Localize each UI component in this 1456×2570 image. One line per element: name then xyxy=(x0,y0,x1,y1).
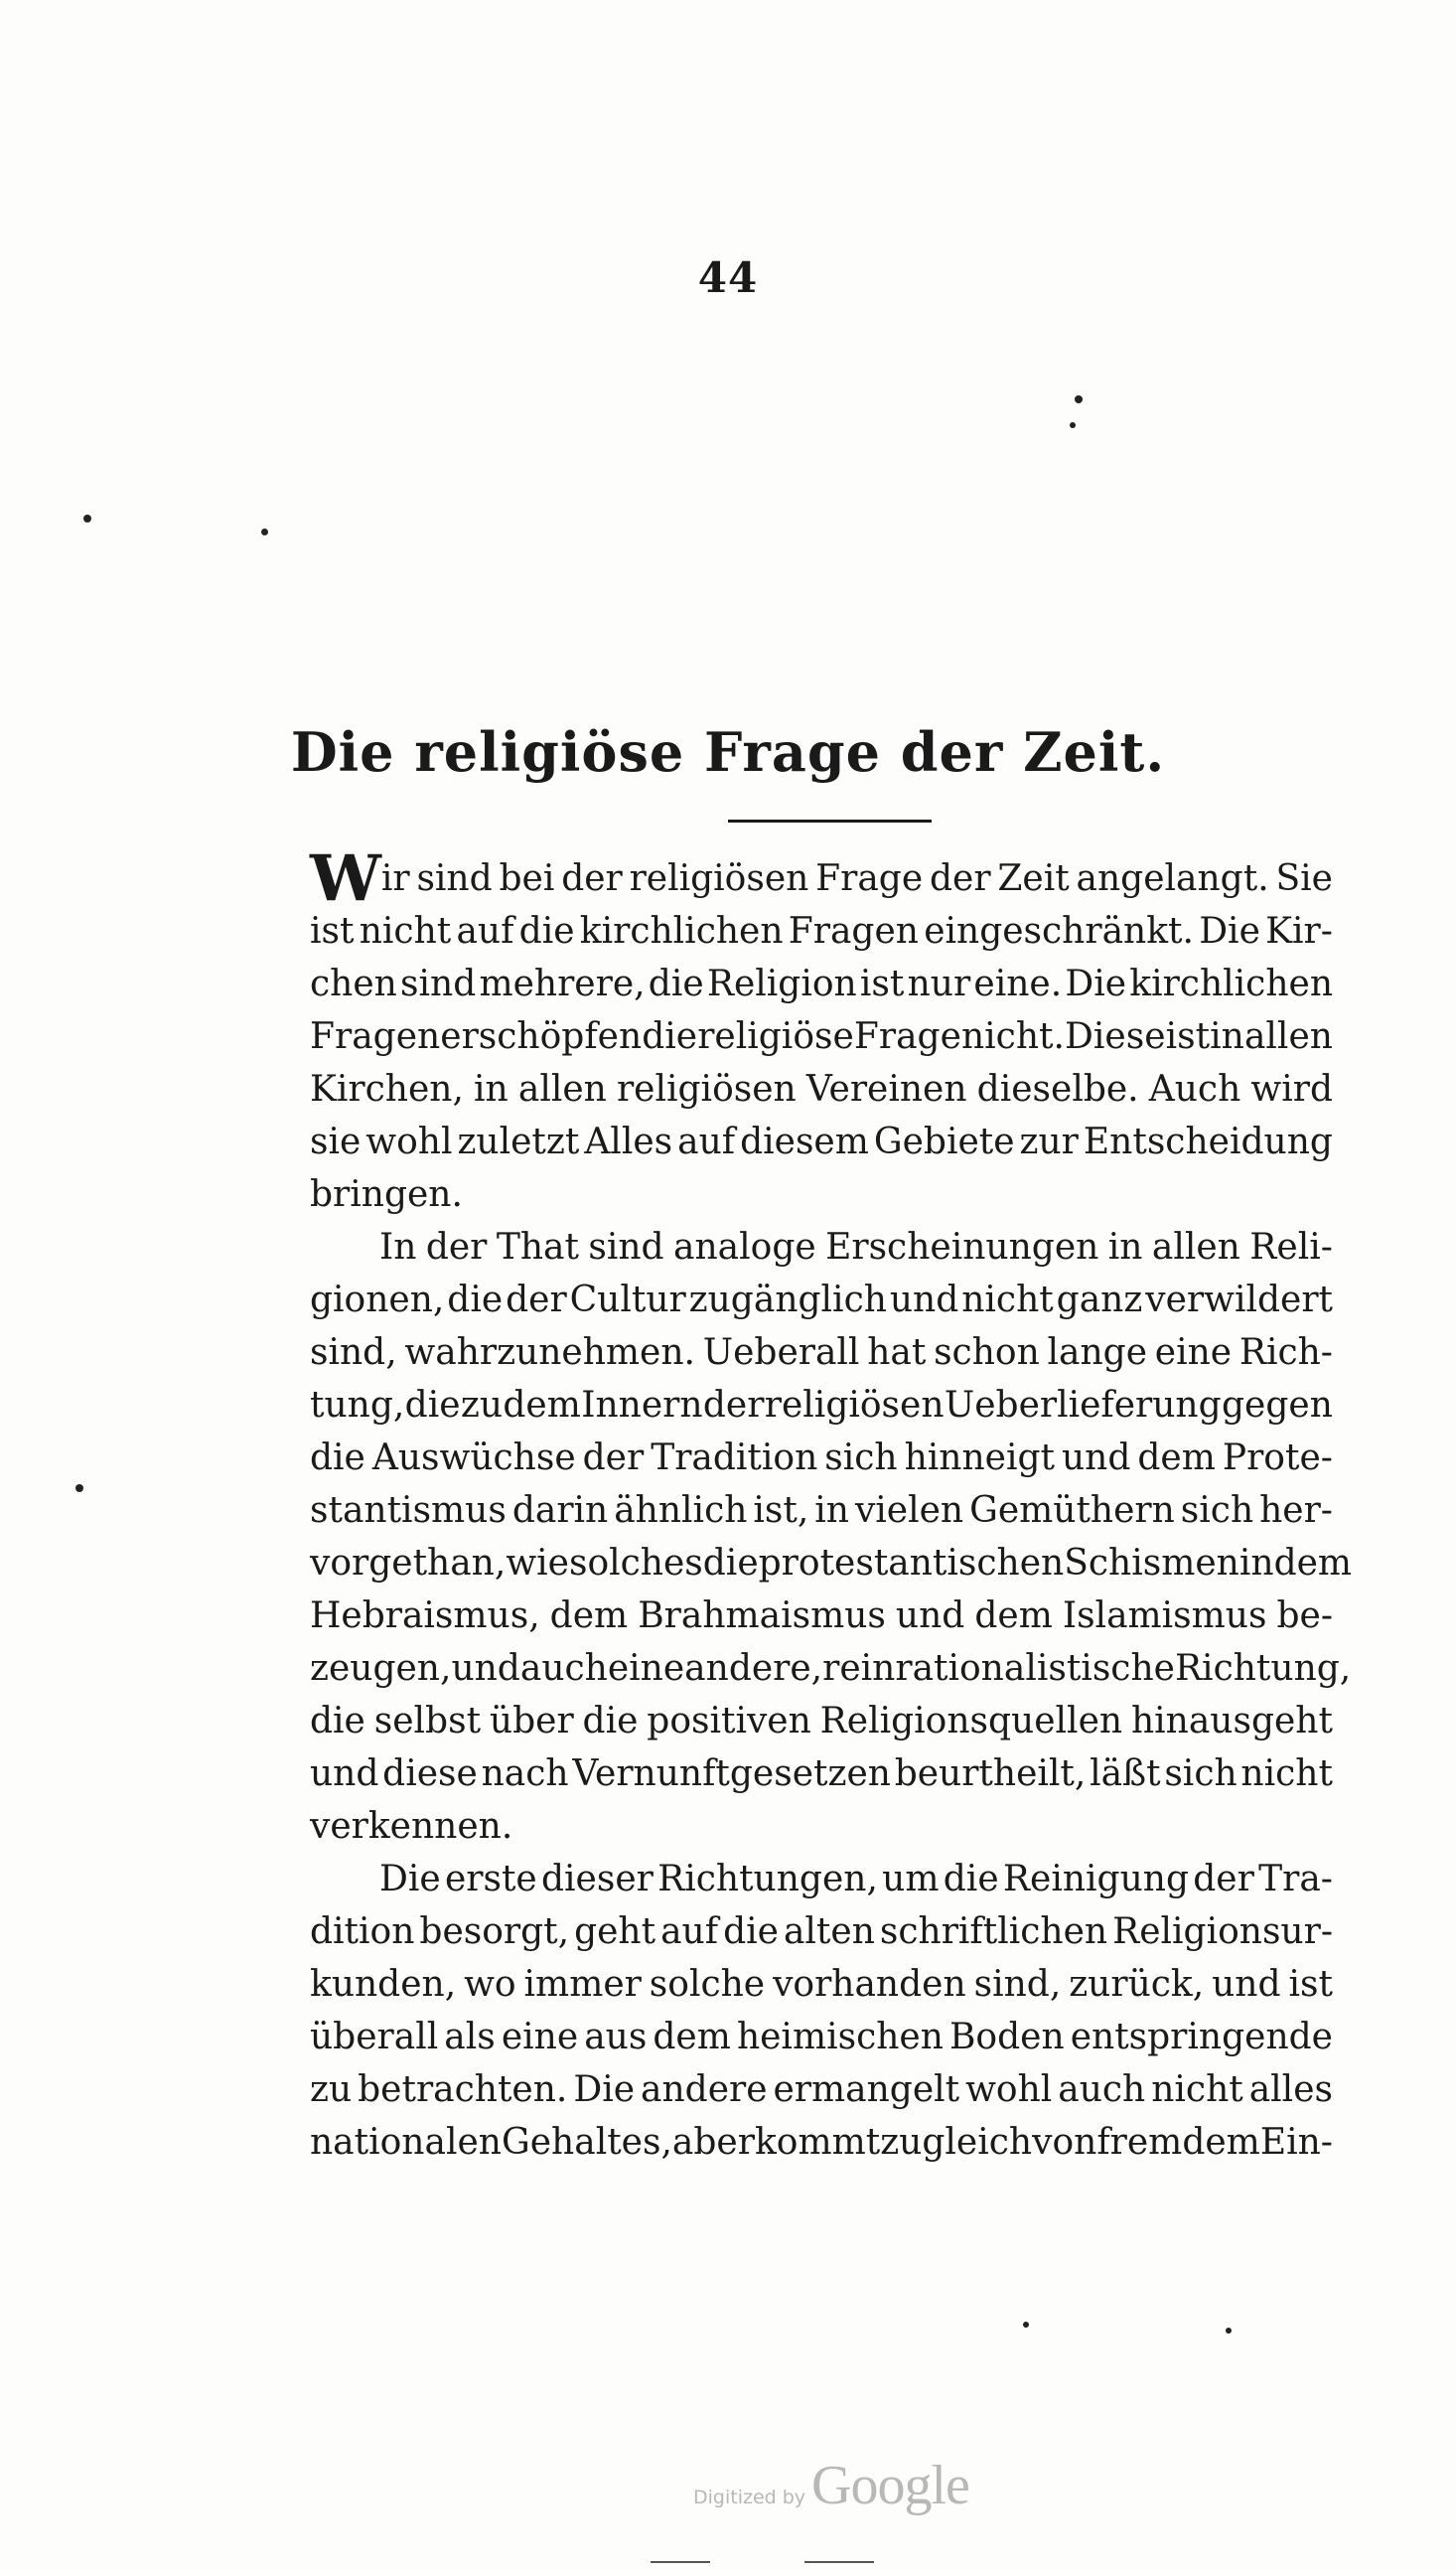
google-logo: Google xyxy=(811,2455,969,2516)
scan-speck xyxy=(1023,2322,1029,2328)
text-line: und diese nach Vernunftgesetzen beurtheilt, läßt sich nicht xyxy=(310,1753,1333,1794)
text-line: In der That sind analoge Erscheinungen in allen Reli- xyxy=(379,1227,1333,1268)
text-line: Fragen erschöpfen die religiöse Frage nicht. Diese ist in allen xyxy=(310,1016,1333,1057)
text-line: sie wohl zuletzt Alles auf diesem Gebiete zur Entscheidung xyxy=(310,1122,1333,1162)
text-line: Hebraismus, dem Brahmaismus und dem Islamismus be- xyxy=(310,1595,1333,1636)
text-line: vorgethan, wie solches die protestantischen Schismen in dem xyxy=(310,1543,1353,1584)
scan-speck xyxy=(83,515,91,523)
text-line: verkennen. xyxy=(310,1806,513,1847)
scan-speck xyxy=(1075,395,1083,403)
scan-speck xyxy=(1226,2328,1232,2334)
text-line: chen sind mehrere, die Religion ist nur eine. Die kirchlichen xyxy=(310,964,1333,1004)
text-line: Die erste dieser Richtungen, um die Reinigung der Tra- xyxy=(379,1859,1333,1899)
title-divider xyxy=(728,820,932,823)
scan-speck xyxy=(75,1484,83,1492)
text-line: überall als eine aus dem heimischen Boden entspringende xyxy=(310,2017,1333,2057)
text-line: nationalen Gehaltes, aber kommt zugleich von fremdem Ein- xyxy=(310,2122,1333,2163)
text-line: dition besorgt, geht auf die alten schriftlichen Religionsur- xyxy=(310,1911,1333,1952)
text-line: zeugen, und auch eine andere, rein rationalistische Richtung, xyxy=(310,1648,1352,1689)
scan-speck xyxy=(1070,422,1076,428)
scan-speck xyxy=(261,529,268,535)
scan-edge-line xyxy=(804,2561,874,2563)
text-line: die Auswüchse der Tradition sich hinneigt und dem Prote- xyxy=(310,1437,1333,1478)
digitized-by-google-watermark xyxy=(693,2454,969,2517)
text-line: stantismus darin ähnlich ist, in vielen Gemüthern sich her- xyxy=(310,1490,1333,1531)
drop-cap: W xyxy=(310,841,381,916)
body-text xyxy=(310,841,1353,2169)
text-line: gionen, die der Cultur zugänglich und nicht ganz verwildert xyxy=(310,1280,1333,1320)
text-line: Wir sind bei der religiösen Frage der Zeit angelangt. Sie xyxy=(310,841,1333,916)
text-line: sind, wahrzunehmen. Ueberall hat schon lange eine Rich- xyxy=(310,1332,1333,1373)
text-line: bringen. xyxy=(310,1174,463,1215)
text-line: zu betrachten. Die andere ermangelt wohl auch nicht alles xyxy=(310,2069,1333,2110)
text-line: Kirchen, in allen religiösen Vereinen dieselbe. Auch wird xyxy=(310,1069,1333,1110)
text-line: die selbst über die positiven Religionsquellen hinausgeht xyxy=(310,1701,1333,1741)
text-line: kunden, wo immer solche vorhanden sind, zurück, und ist xyxy=(310,1964,1333,2005)
digitized-label: Digitized by xyxy=(693,2487,806,2508)
scan-edge-line xyxy=(651,2561,710,2563)
text-line: tung, die zu dem Innern der religiösen Ueberlieferung gegen xyxy=(310,1385,1333,1426)
text-line: ist nicht auf die kirchlichen Fragen eingeschränkt. Die Kir- xyxy=(310,911,1333,952)
chapter-title: Die religiöse Frage der Zeit. xyxy=(290,720,1166,784)
page-number: 44 xyxy=(697,253,759,302)
